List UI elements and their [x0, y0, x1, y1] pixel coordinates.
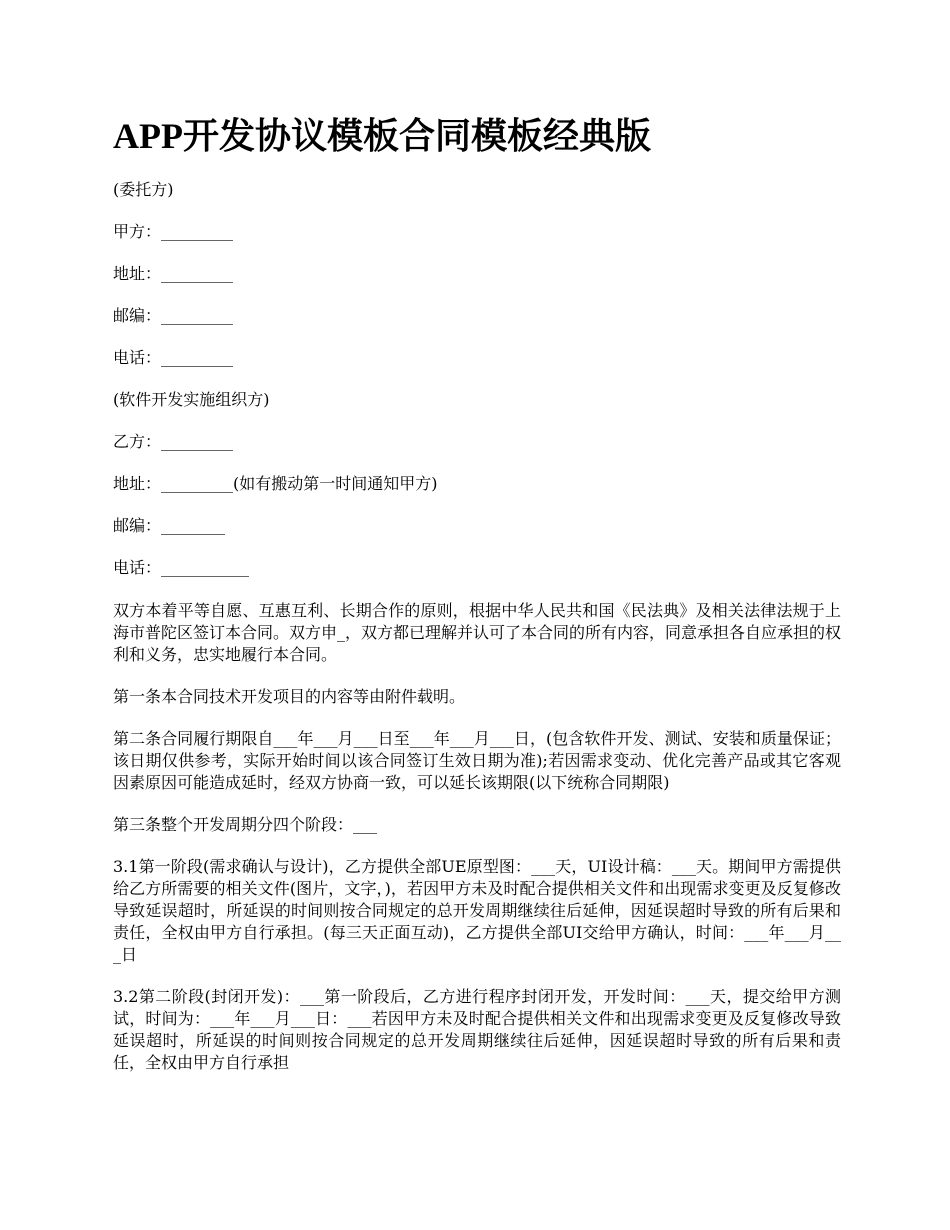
party-a-phone-field: 电话：_________ — [113, 348, 234, 367]
party-a-section — [113, 180, 841, 368]
party-a-postcode-field: 邮编：_________ — [113, 306, 234, 325]
clause-3-1-paragraph: 3.1第一阶段(需求确认与设计)，乙方提供全部UE原型图：___天，UI设计稿：___天。期间甲方需提供给乙方所需要的相关文件(图片，文字，)，若因甲方未及时配合提供相关文件和出现需求变更及反复修改导致延误超时，所延误的时间则按合同规定的总开发周期继续往后延伸，因延误超时导致的所有后果和责任，全权由甲方自行承担。(每三天正面互动)，乙方提供全部UI交给甲方确认，时间：___年___月___日 — [113, 857, 841, 964]
contract-body — [113, 600, 841, 1074]
party-b-address-field: 地址：_________(如有搬动第一时间通知甲方) — [113, 474, 438, 493]
preamble-paragraph: 双方本着平等自愿、互惠互利、长期合作的原则，根据中华人民共和国《民法典》及相关法律法规于上海市普陀区签订本合同。双方申_，双方都已理解并认可了本合同的所有内容，同意承担各自应承担的权利和义务，忠实地履行本合同。 — [113, 601, 842, 664]
clause-3-2-paragraph: 3.2第二阶段(封闭开发)：___第一阶段后，乙方进行程序封闭开发，开发时间：___天，提交给甲方测试，时间为：___年___月___日：___若因甲方未及时配合提供相关文件和出现需求变更及反复修改导致延误超时，所延误的时间则按合同规定的总开发周期继续往后延伸，因延误超时导致的所有后果和责任，全权由甲方自行承担 — [113, 987, 841, 1072]
page-title: APP开发协议模板合同模板经典版 — [113, 116, 651, 156]
party-a-address-field: 地址：_________ — [113, 264, 234, 283]
party-b-section — [113, 390, 841, 578]
party-b-postcode-field: 邮编：________ — [113, 516, 226, 535]
party-b-name-field: 乙方：_________ — [113, 432, 234, 451]
contract-page — [113, 110, 841, 1094]
party-a-heading: (委托方) — [113, 180, 174, 199]
article-3-paragraph: 第三条整个开发周期分四个阶段：___ — [113, 815, 378, 834]
article-2-paragraph: 第二条合同履行期限自___年___月___日至___年___月___日，(包含软件开发、测试、安装和质量保证；该日期仅供参考，实际开始时间以该合同签订生效日期为准);若因需求变动、优化完善产品或其它客观因素原因可能造成延时，经双方协商一致，可以延长该期限(以下统称合同期限) — [113, 729, 841, 792]
party-b-phone-field: 电话：___________ — [113, 558, 250, 577]
article-1-paragraph: 第一条本合同技术开发项目的内容等由附件载明。 — [113, 687, 466, 706]
party-a-name-field: 甲方：_________ — [113, 222, 234, 241]
party-b-heading: (软件开发实施组织方) — [113, 390, 270, 409]
